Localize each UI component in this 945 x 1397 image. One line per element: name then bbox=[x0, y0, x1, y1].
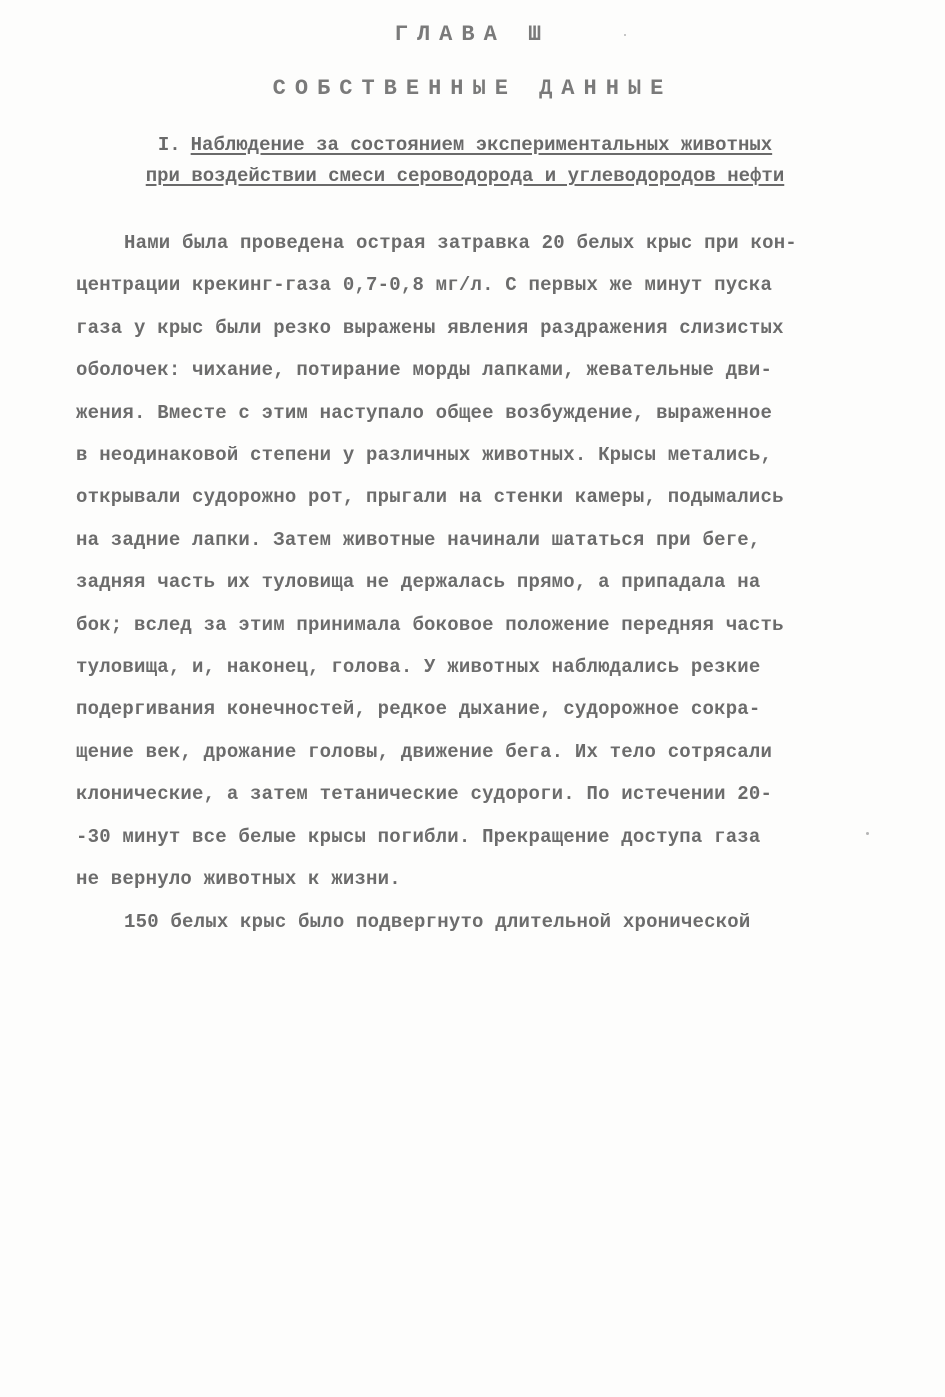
paragraph-1-line: подергивания конечностей, редкое дыхание, судорожное сокра- bbox=[76, 698, 761, 721]
paragraph-1-line: на задние лапки. Затем животные начинали шататься при беге, bbox=[76, 528, 761, 551]
paragraph-1-line: Нами была проведена острая затравка 20 белых крыс при кон- bbox=[124, 232, 797, 254]
chapter-title: СОБСТВЕННЫЕ ДАННЫЕ bbox=[272, 76, 673, 101]
paragraph-1-line: оболочек: чихание, потирание морды лапками, жевательные дви- bbox=[76, 359, 773, 382]
paragraph-1-line: туловища, и, наконец, голова. У животных наблюдались резкие bbox=[76, 656, 761, 679]
paragraph-1-line: -30 минут все белые крысы погибли. Прекращение доступа газа bbox=[76, 825, 761, 848]
paragraph-1-line: клонические, а затем тетанические судороги. По истечении 20- bbox=[76, 783, 773, 806]
paper-speck bbox=[624, 34, 626, 36]
section-heading bbox=[70, 130, 860, 192]
chapter-heading: ГЛАВА Ш bbox=[394, 22, 551, 47]
section-heading-line-1 bbox=[70, 130, 860, 161]
paragraph-1-line: не вернуло животных к жизни. bbox=[76, 868, 401, 891]
paragraph-1-line: в неодинаковой степени у различных животных. Крысы метались, bbox=[76, 444, 773, 467]
section-title-line-1: Наблюдение за состоянием экспериментальных животных bbox=[190, 134, 773, 156]
body-text bbox=[76, 222, 870, 943]
section-number: I. bbox=[157, 134, 181, 156]
paragraph-1-line: открывали судорожно рот, прыгали на стенки камеры, подымались bbox=[76, 486, 784, 509]
paragraph-1-line: задняя часть их туловища не держалась прямо, а припадала на bbox=[76, 571, 761, 594]
paper-speck bbox=[866, 832, 869, 835]
section-title-line-2: при воздействии смеси сероводорода и углеводородов нефти bbox=[145, 165, 785, 187]
paragraph-1-line: щение век, дрожание головы, движение бега. Их тело сотрясали bbox=[76, 740, 773, 763]
paragraph-2-line: 150 белых крыс было подвергнуто длительной хронической bbox=[124, 910, 751, 933]
paragraph-1-line: центрации крекинг-газа 0,7-0,8 мг/л. С первых же минут пуска bbox=[76, 274, 773, 297]
paragraph-1-line: бок; вслед за этим принимала боковое положение передняя часть bbox=[76, 613, 784, 636]
section-heading-line-2 bbox=[70, 161, 860, 192]
paragraph-1-line: газа у крыс были резко выражены явления раздражения слизистых bbox=[76, 316, 784, 339]
paragraph-1-line: жения. Вместе с этим наступало общее возбуждение, выраженное bbox=[76, 401, 773, 424]
